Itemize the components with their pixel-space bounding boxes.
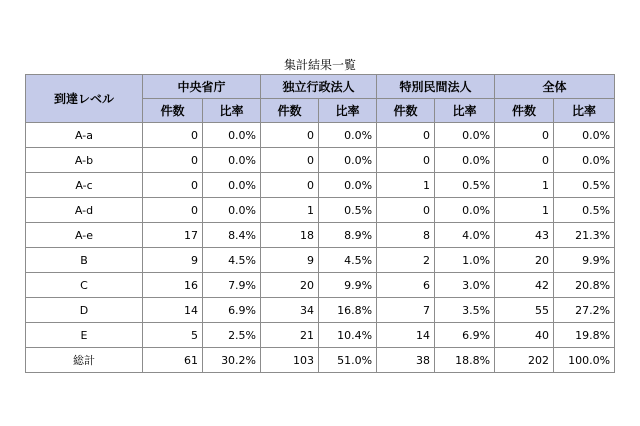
- ratio-cell: 0.5%: [319, 198, 377, 223]
- count-header: 件数: [261, 99, 319, 123]
- row-level-label: A-c: [26, 173, 143, 198]
- count-cell: 55: [495, 298, 554, 323]
- ratio-cell: 8.4%: [203, 223, 261, 248]
- count-cell: 0: [143, 173, 203, 198]
- row-level-label: C: [26, 273, 143, 298]
- ratio-cell: 0.0%: [554, 123, 615, 148]
- count-cell: 9: [143, 248, 203, 273]
- row-level-label: D: [26, 298, 143, 323]
- ratio-cell: 6.9%: [435, 323, 495, 348]
- count-cell: 6: [377, 273, 435, 298]
- table-row: [26, 248, 615, 273]
- count-header: 件数: [377, 99, 435, 123]
- ratio-header: 比率: [435, 99, 495, 123]
- ratio-cell: 0.0%: [319, 123, 377, 148]
- count-cell: 0: [495, 123, 554, 148]
- table-row: [26, 173, 615, 198]
- ratio-cell: 0.0%: [435, 148, 495, 173]
- group-header-independent-admin: 独立行政法人: [261, 75, 377, 99]
- ratio-cell: 18.8%: [435, 348, 495, 373]
- ratio-cell: 16.8%: [319, 298, 377, 323]
- count-cell: 18: [261, 223, 319, 248]
- count-cell: 40: [495, 323, 554, 348]
- count-cell: 0: [377, 123, 435, 148]
- count-cell: 1: [495, 198, 554, 223]
- table-row: [26, 148, 615, 173]
- row-label-header: 到達レベル: [26, 75, 143, 123]
- ratio-cell: 4.5%: [319, 248, 377, 273]
- count-cell: 9: [261, 248, 319, 273]
- ratio-cell: 0.0%: [203, 123, 261, 148]
- ratio-cell: 19.8%: [554, 323, 615, 348]
- ratio-cell: 0.0%: [319, 148, 377, 173]
- ratio-cell: 20.8%: [554, 273, 615, 298]
- ratio-cell: 10.4%: [319, 323, 377, 348]
- count-cell: 0: [377, 148, 435, 173]
- table-row: [26, 223, 615, 248]
- table-row: [26, 298, 615, 323]
- count-cell: 14: [143, 298, 203, 323]
- count-cell: 17: [143, 223, 203, 248]
- count-cell: 0: [495, 148, 554, 173]
- ratio-cell: 30.2%: [203, 348, 261, 373]
- count-cell: 103: [261, 348, 319, 373]
- count-cell: 34: [261, 298, 319, 323]
- count-cell: 2: [377, 248, 435, 273]
- row-level-label: A-d: [26, 198, 143, 223]
- ratio-header: 比率: [554, 99, 615, 123]
- ratio-cell: 7.9%: [203, 273, 261, 298]
- ratio-cell: 2.5%: [203, 323, 261, 348]
- ratio-cell: 0.0%: [554, 148, 615, 173]
- ratio-cell: 0.0%: [435, 198, 495, 223]
- count-cell: 0: [261, 123, 319, 148]
- row-level-label: 総計: [26, 348, 143, 373]
- table-row: [26, 273, 615, 298]
- row-level-label: A-b: [26, 148, 143, 173]
- count-cell: 61: [143, 348, 203, 373]
- count-cell: 0: [261, 148, 319, 173]
- header-group-row: [26, 75, 615, 99]
- row-level-label: A-a: [26, 123, 143, 148]
- count-cell: 0: [143, 123, 203, 148]
- ratio-cell: 0.5%: [554, 173, 615, 198]
- ratio-cell: 4.5%: [203, 248, 261, 273]
- row-level-label: B: [26, 248, 143, 273]
- group-header-special-private: 特別民間法人: [377, 75, 495, 99]
- ratio-cell: 9.9%: [554, 248, 615, 273]
- ratio-cell: 0.0%: [203, 148, 261, 173]
- table-header: [26, 75, 615, 123]
- count-cell: 42: [495, 273, 554, 298]
- count-cell: 5: [143, 323, 203, 348]
- count-cell: 21: [261, 323, 319, 348]
- table-row: [26, 198, 615, 223]
- row-level-label: E: [26, 323, 143, 348]
- ratio-cell: 8.9%: [319, 223, 377, 248]
- count-cell: 43: [495, 223, 554, 248]
- ratio-cell: 100.0%: [554, 348, 615, 373]
- ratio-cell: 51.0%: [319, 348, 377, 373]
- ratio-header: 比率: [203, 99, 261, 123]
- count-cell: 8: [377, 223, 435, 248]
- ratio-cell: 1.0%: [435, 248, 495, 273]
- ratio-cell: 6.9%: [203, 298, 261, 323]
- table-row: [26, 123, 615, 148]
- count-cell: 0: [143, 148, 203, 173]
- count-cell: 0: [377, 198, 435, 223]
- table-row: [26, 348, 615, 373]
- ratio-cell: 0.0%: [319, 173, 377, 198]
- count-cell: 20: [261, 273, 319, 298]
- table-title: 集計結果一覧: [283, 58, 356, 72]
- group-header-central-ministries: 中央省庁: [143, 75, 261, 99]
- table-body: [26, 123, 615, 373]
- count-cell: 0: [143, 198, 203, 223]
- group-header-total: 全体: [495, 75, 615, 99]
- count-cell: 1: [261, 198, 319, 223]
- ratio-cell: 4.0%: [435, 223, 495, 248]
- table-row: [26, 323, 615, 348]
- ratio-cell: 0.5%: [554, 198, 615, 223]
- row-level-label: A-e: [26, 223, 143, 248]
- ratio-cell: 21.3%: [554, 223, 615, 248]
- ratio-cell: 0.5%: [435, 173, 495, 198]
- count-header: 件数: [143, 99, 203, 123]
- count-cell: 14: [377, 323, 435, 348]
- ratio-cell: 9.9%: [319, 273, 377, 298]
- ratio-cell: 3.5%: [435, 298, 495, 323]
- count-cell: 7: [377, 298, 435, 323]
- count-cell: 1: [495, 173, 554, 198]
- count-header: 件数: [495, 99, 554, 123]
- ratio-cell: 0.0%: [203, 198, 261, 223]
- ratio-cell: 0.0%: [203, 173, 261, 198]
- summary-table: [25, 74, 615, 373]
- ratio-cell: 3.0%: [435, 273, 495, 298]
- ratio-cell: 27.2%: [554, 298, 615, 323]
- count-cell: 16: [143, 273, 203, 298]
- count-cell: 0: [261, 173, 319, 198]
- ratio-cell: 0.0%: [435, 123, 495, 148]
- count-cell: 38: [377, 348, 435, 373]
- count-cell: 1: [377, 173, 435, 198]
- count-cell: 20: [495, 248, 554, 273]
- count-cell: 202: [495, 348, 554, 373]
- ratio-header: 比率: [319, 99, 377, 123]
